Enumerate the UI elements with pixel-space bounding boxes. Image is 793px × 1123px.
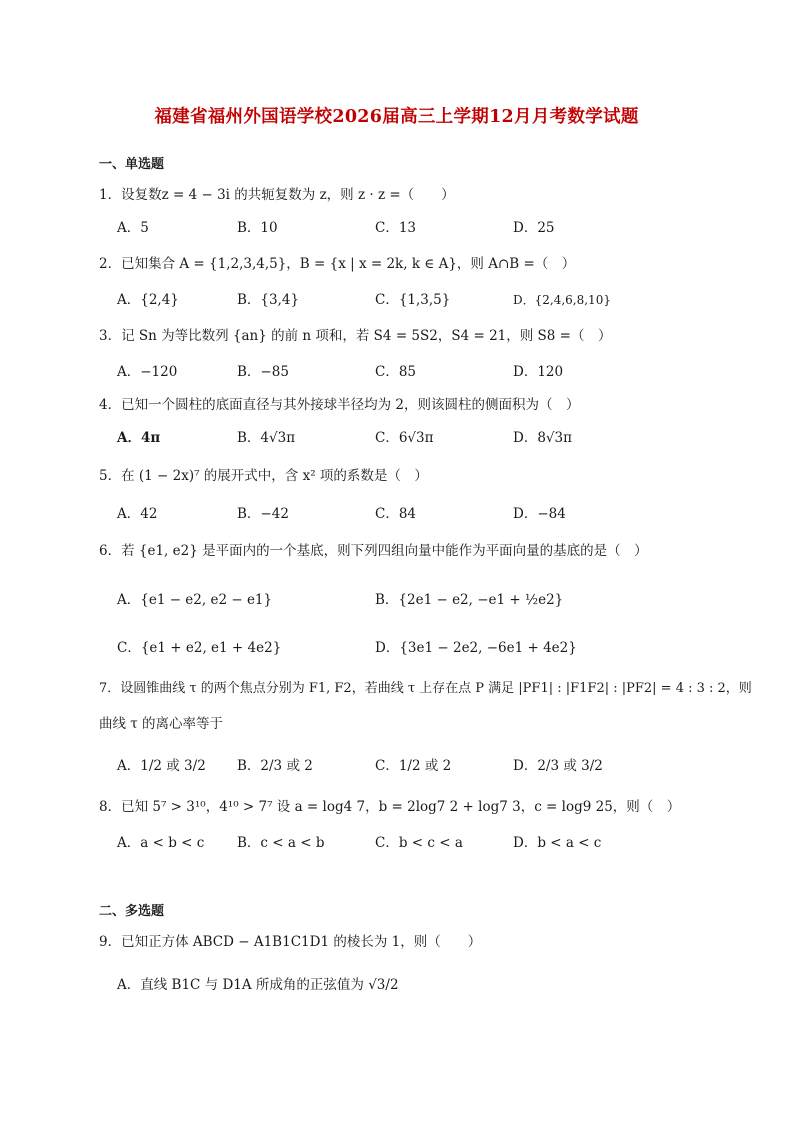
page-title: 福建省福州外国语学校2026届高三上学期12月月考数学试题 xyxy=(154,107,639,127)
q8-option-d: D．b < a < c xyxy=(513,835,602,851)
question-9: 9．已知正方体 ABCD − A1B1C1D1 的棱长为 1，则（ ） xyxy=(99,934,482,950)
section-heading-multi-choice: 二、多选题 xyxy=(99,904,165,919)
q1-option-b: B．10 xyxy=(237,220,278,236)
q3-option-a: A．−120 xyxy=(117,364,178,380)
q4-option-c: C．6√3π xyxy=(375,430,434,446)
q6-option-d: D．{3e1 − 2e2, −6e1 + 4e2} xyxy=(375,640,577,656)
q4-option-d: D．8√3π xyxy=(513,430,572,446)
q7-option-a: A．1/2 或 3/2 xyxy=(117,758,206,774)
question-5: 5．在 (1 − 2x)⁷ 的展开式中，含 x² 项的系数是（ ） xyxy=(99,468,428,484)
q5-option-d: D．−84 xyxy=(513,506,566,522)
question-8: 8．已知 5⁷ > 3¹⁰，4¹⁰ > 7⁷ 设 a = log4 7，b = 2log7 2 + log7 3，c = log9 25，则（ ） xyxy=(99,799,681,815)
q6-option-c: C．{e1 + e2, e1 + 4e2} xyxy=(117,640,282,656)
q3-option-d: D．120 xyxy=(513,364,564,380)
q8-option-c: C．b < c < a xyxy=(375,835,463,851)
q1-option-c: C．13 xyxy=(375,220,417,236)
q5-option-c: C．84 xyxy=(375,506,417,522)
q8-option-a: A．a < b < c xyxy=(117,835,205,851)
q4-option-a: A．4π xyxy=(117,430,161,446)
q3-option-c: C．85 xyxy=(375,364,417,380)
q2-option-d: D．{2,4,6,8,10} xyxy=(513,293,611,307)
question-7-line-2: 曲线 τ 的离心率等于 xyxy=(99,716,224,732)
question-2: 2．已知集合 A = {1,2,3,4,5}，B = {x | x = 2k, k ∈ A}，则 A∩B =（ ） xyxy=(99,256,576,272)
question-4: 4．已知一个圆柱的底面直径与其外接球半径均为 2，则该圆柱的侧面积为（ ） xyxy=(99,397,580,413)
section-heading-single-choice: 一、单选题 xyxy=(99,157,165,172)
q3-option-b: B．−85 xyxy=(237,364,289,380)
question-3: 3．记 Sn 为等比数列 {an} 的前 n 项和，若 S4 = 5S2，S4 = 21，则 S8 =（ ） xyxy=(99,328,612,344)
q9-option-a: A．直线 B1C 与 D1A 所成角的正弦值为 √3/2 xyxy=(117,977,399,993)
q7-option-c: C．1/2 或 2 xyxy=(375,758,452,774)
question-7-line-1: 7．设圆锥曲线 τ 的两个焦点分别为 F1, F2，若曲线 τ 上存在点 P 满足 |PF1| : |F1F2| : |PF2| = 4 : 3 : 2，则 xyxy=(99,681,752,696)
question-6: 6．若 {e1, e2} 是平面内的一个基底，则下列四组向量中能作为平面向量的基底的是（ ） xyxy=(99,543,648,559)
q2-option-c: C．{1,3,5} xyxy=(375,292,451,308)
q5-option-b: B．−42 xyxy=(237,506,289,522)
q8-option-b: B．c < a < b xyxy=(237,835,325,851)
q2-option-a: A．{2,4} xyxy=(117,292,179,308)
q2-option-b: B．{3,4} xyxy=(237,292,300,308)
q4-option-b: B．4√3π xyxy=(237,430,296,446)
question-1: 1．设复数z = 4 − 3i 的共轭复数为 z，则 z · z =（ ） xyxy=(99,187,455,203)
q1-option-a: A．5 xyxy=(117,220,149,236)
q1-option-d: D．25 xyxy=(513,220,555,236)
q5-option-a: A．42 xyxy=(117,506,158,522)
q7-option-b: B．2/3 或 2 xyxy=(237,758,313,774)
q6-option-b: B．{2e1 − e2, −e1 + ½e2} xyxy=(375,592,564,608)
q6-option-a: A．{e1 − e2, e2 − e1} xyxy=(117,592,273,608)
q7-option-d: D．2/3 或 3/2 xyxy=(513,758,603,774)
